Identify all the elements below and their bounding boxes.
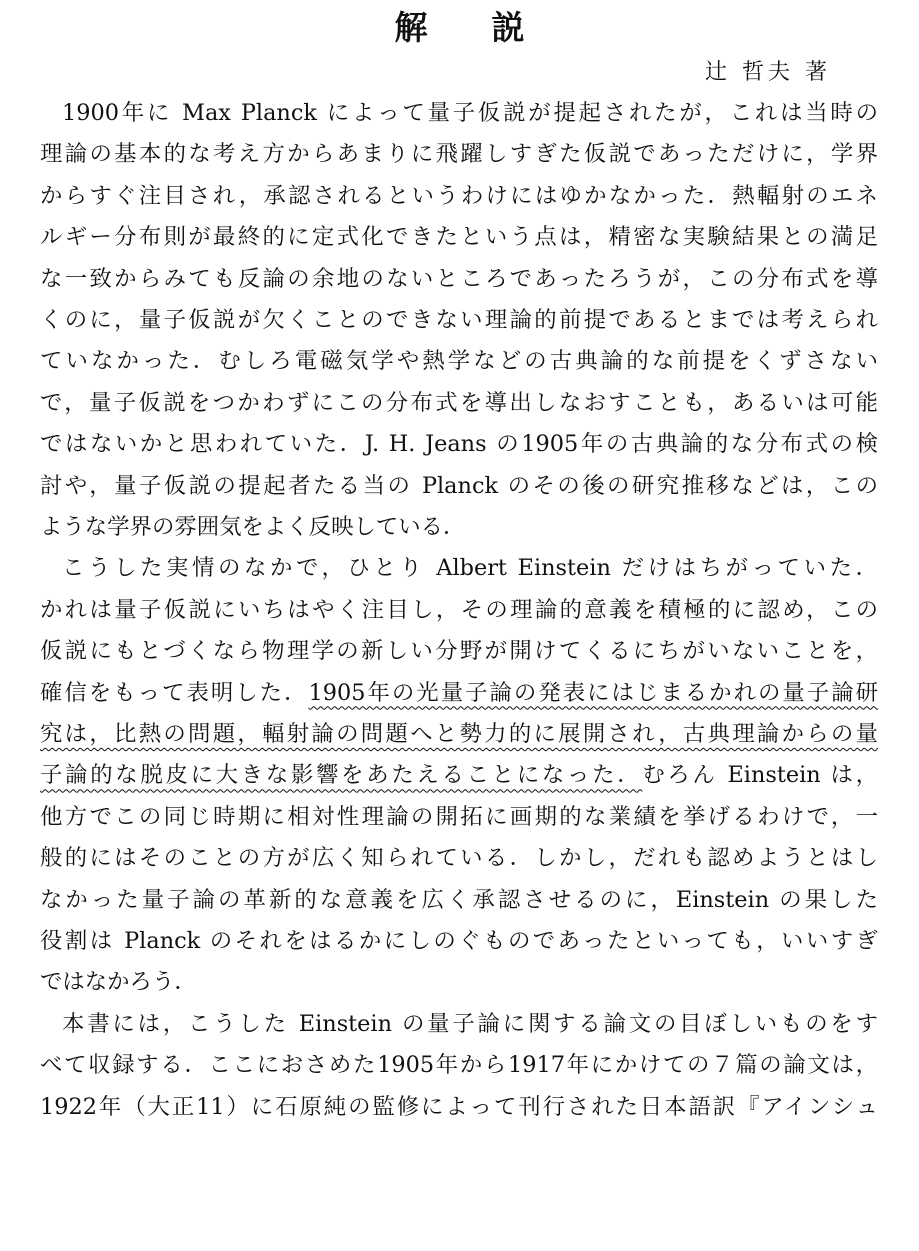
text-line bbox=[40, 882, 878, 918]
lead-text: なかった量子論の革新的な意義を広く承認させるのに，Einstein の果した bbox=[40, 886, 878, 913]
text-line bbox=[40, 757, 878, 793]
text-line bbox=[40, 923, 878, 959]
lead-text: こうした実情のなかで，ひとり Albert Einstein だけはちがっていた． bbox=[62, 555, 878, 582]
lead-text: 仮説にもとづくなら物理学の新しい分野が開けてくるにちがいないことを， bbox=[40, 638, 878, 665]
text-line bbox=[40, 509, 878, 545]
text-line bbox=[40, 964, 878, 1000]
text-line bbox=[40, 136, 878, 172]
lead-text: べて収録する．ここにおさめた1905年から1917年にかけての７篇の論文は， bbox=[40, 1052, 878, 1079]
underlined-text: 1905年の光量子論の発表にはじまるかれの量子論研 bbox=[308, 679, 878, 706]
text-line bbox=[40, 1089, 878, 1125]
text-line bbox=[40, 1047, 878, 1083]
lead-text: ではなかろう． bbox=[40, 969, 197, 996]
text-line bbox=[62, 1006, 878, 1042]
lead-text: 理論の基本的な考え方からあまりに飛躍しすぎた仮説であっただけに，学界 bbox=[40, 141, 878, 168]
underlined-text: 子論的な脱皮に大きな影響をあたえることになった． bbox=[40, 762, 643, 789]
lead-text: 討や，量子仮説の提起者たる当の Planck のその後の研究推移などは，この bbox=[40, 472, 878, 499]
text-line bbox=[40, 426, 878, 462]
lead-text: からすぐ注目され，承認されるというわけにはゆかなかった．熱輻射のエネ bbox=[40, 182, 878, 209]
lead-text: ではないかと思われていた．J. H. Jeans の1905年の古典論的な分布式の検 bbox=[40, 431, 878, 458]
underlined-text: 究は，比熱の問題，輻射論の問題へと勢力的に展開され，古典理論からの量 bbox=[40, 721, 878, 747]
text-line bbox=[40, 716, 878, 752]
text-line bbox=[40, 219, 878, 255]
lead-text: ていなかった．むしろ電磁気学や熱学などの古典論的な前提をくずさない bbox=[40, 348, 878, 375]
author-line: 辻 哲夫 著 bbox=[705, 60, 831, 85]
page-title: 解説 bbox=[394, 8, 589, 47]
text-line bbox=[40, 468, 878, 504]
trailing-text: むろん Einstein は， bbox=[642, 762, 878, 789]
text-line bbox=[40, 592, 878, 628]
lead-text: 役割は Planck のそれをはるかにしのぐものであったといっても，いいすぎ bbox=[40, 928, 878, 954]
text-line bbox=[40, 799, 878, 835]
lead-text: 他方でこの同じ時期に相対性理論の開拓に画期的な業績を挙げるわけで，一 bbox=[40, 803, 878, 830]
lead-text: で，量子仮説をつかわずにこの分布式を導出しなおすことも，あるいは可能 bbox=[40, 389, 878, 416]
lead-text: 本書には，こうした Einstein の量子論に関する論文の目ぼしいものをす bbox=[62, 1010, 878, 1037]
lead-text: ルギー分布則が最終的に定式化できたという点は，精密な実験結果との満足 bbox=[40, 224, 878, 251]
lead-text: 確信をもって表明した． bbox=[40, 679, 309, 706]
lead-text: かれは量子仮説にいちはやく注目し，その理論的意義を積極的に認め，この bbox=[40, 596, 878, 623]
lead-text: な一致からみても反論の余地のないところであったろうが，この分布式を導 bbox=[40, 265, 878, 292]
text-line bbox=[40, 178, 878, 214]
lead-text: 1922年（大正11）に石原純の監修によって刊行された日本語訳『アインシュ bbox=[40, 1093, 878, 1120]
lead-text: 般的にはそのことの方が広く知られている．しかし，だれも認めようとはし bbox=[40, 845, 878, 872]
text-line bbox=[40, 302, 878, 338]
text-line bbox=[62, 95, 878, 131]
text-line bbox=[40, 675, 878, 711]
text-line bbox=[40, 385, 878, 421]
text-line bbox=[40, 840, 878, 876]
lead-text: 1900年に Max Planck によって量子仮説が提起されたが，これは当時の bbox=[62, 100, 878, 126]
text-line bbox=[40, 343, 878, 379]
lead-text: くのに，量子仮説が欠くことのできない理論的前提であるとまでは考えられ bbox=[40, 307, 878, 333]
text-line bbox=[62, 550, 878, 586]
lead-text: ような学界の雰囲気をよく反映している． bbox=[40, 514, 466, 540]
text-line bbox=[40, 261, 878, 297]
text-line bbox=[40, 633, 878, 669]
